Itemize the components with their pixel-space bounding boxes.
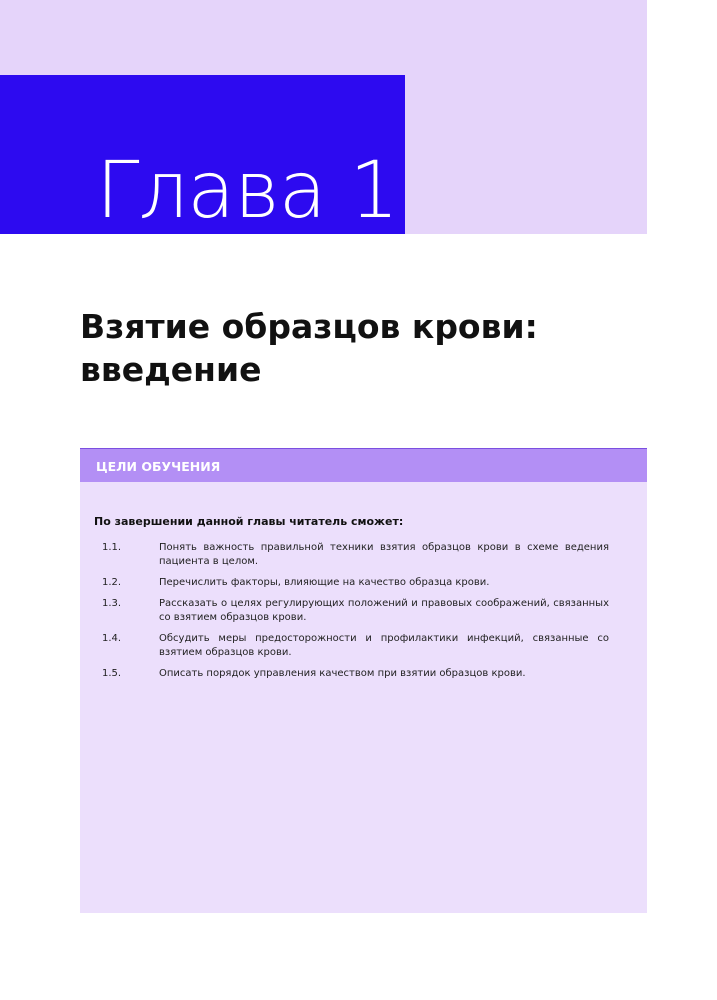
objective-text: Рассказать о целях регулирующих положений и правовых соображений, связанных со взятием образцов крови. <box>159 598 609 623</box>
chapter-label: Глава 1 <box>96 146 399 236</box>
objective-item <box>80 576 647 590</box>
learning-objectives-heading: ЦЕЛИ ОБУЧЕНИЯ <box>96 459 221 474</box>
objective-number: 1.2. <box>102 577 122 588</box>
objective-item <box>80 632 647 660</box>
objective-item <box>80 597 647 625</box>
objective-number: 1.3. <box>102 598 122 609</box>
objectives-list <box>80 541 647 688</box>
objective-number: 1.5. <box>102 668 122 679</box>
objective-text: Описать порядок управления качеством при взятии образцов крови. <box>159 668 526 679</box>
objective-item <box>80 541 647 569</box>
objectives-intro: По завершении данной главы читатель сможет: <box>94 515 404 528</box>
objective-text: Перечислить факторы, влияющие на качество образца крови. <box>159 577 490 588</box>
chapter-title: Взятие образцов крови: введение <box>80 307 538 389</box>
learning-objectives-header <box>80 448 647 482</box>
objective-text: Обсудить меры предосторожности и профилактики инфекций, связанные со взятием образцов крови. <box>159 633 609 658</box>
learning-objectives-box <box>80 448 647 913</box>
objective-text: Понять важность правильной техники взятия образцов крови в схеме ведения пациента в целом. <box>159 542 609 567</box>
objective-item <box>80 667 647 681</box>
objective-number: 1.1. <box>102 542 122 553</box>
objective-number: 1.4. <box>102 633 122 644</box>
